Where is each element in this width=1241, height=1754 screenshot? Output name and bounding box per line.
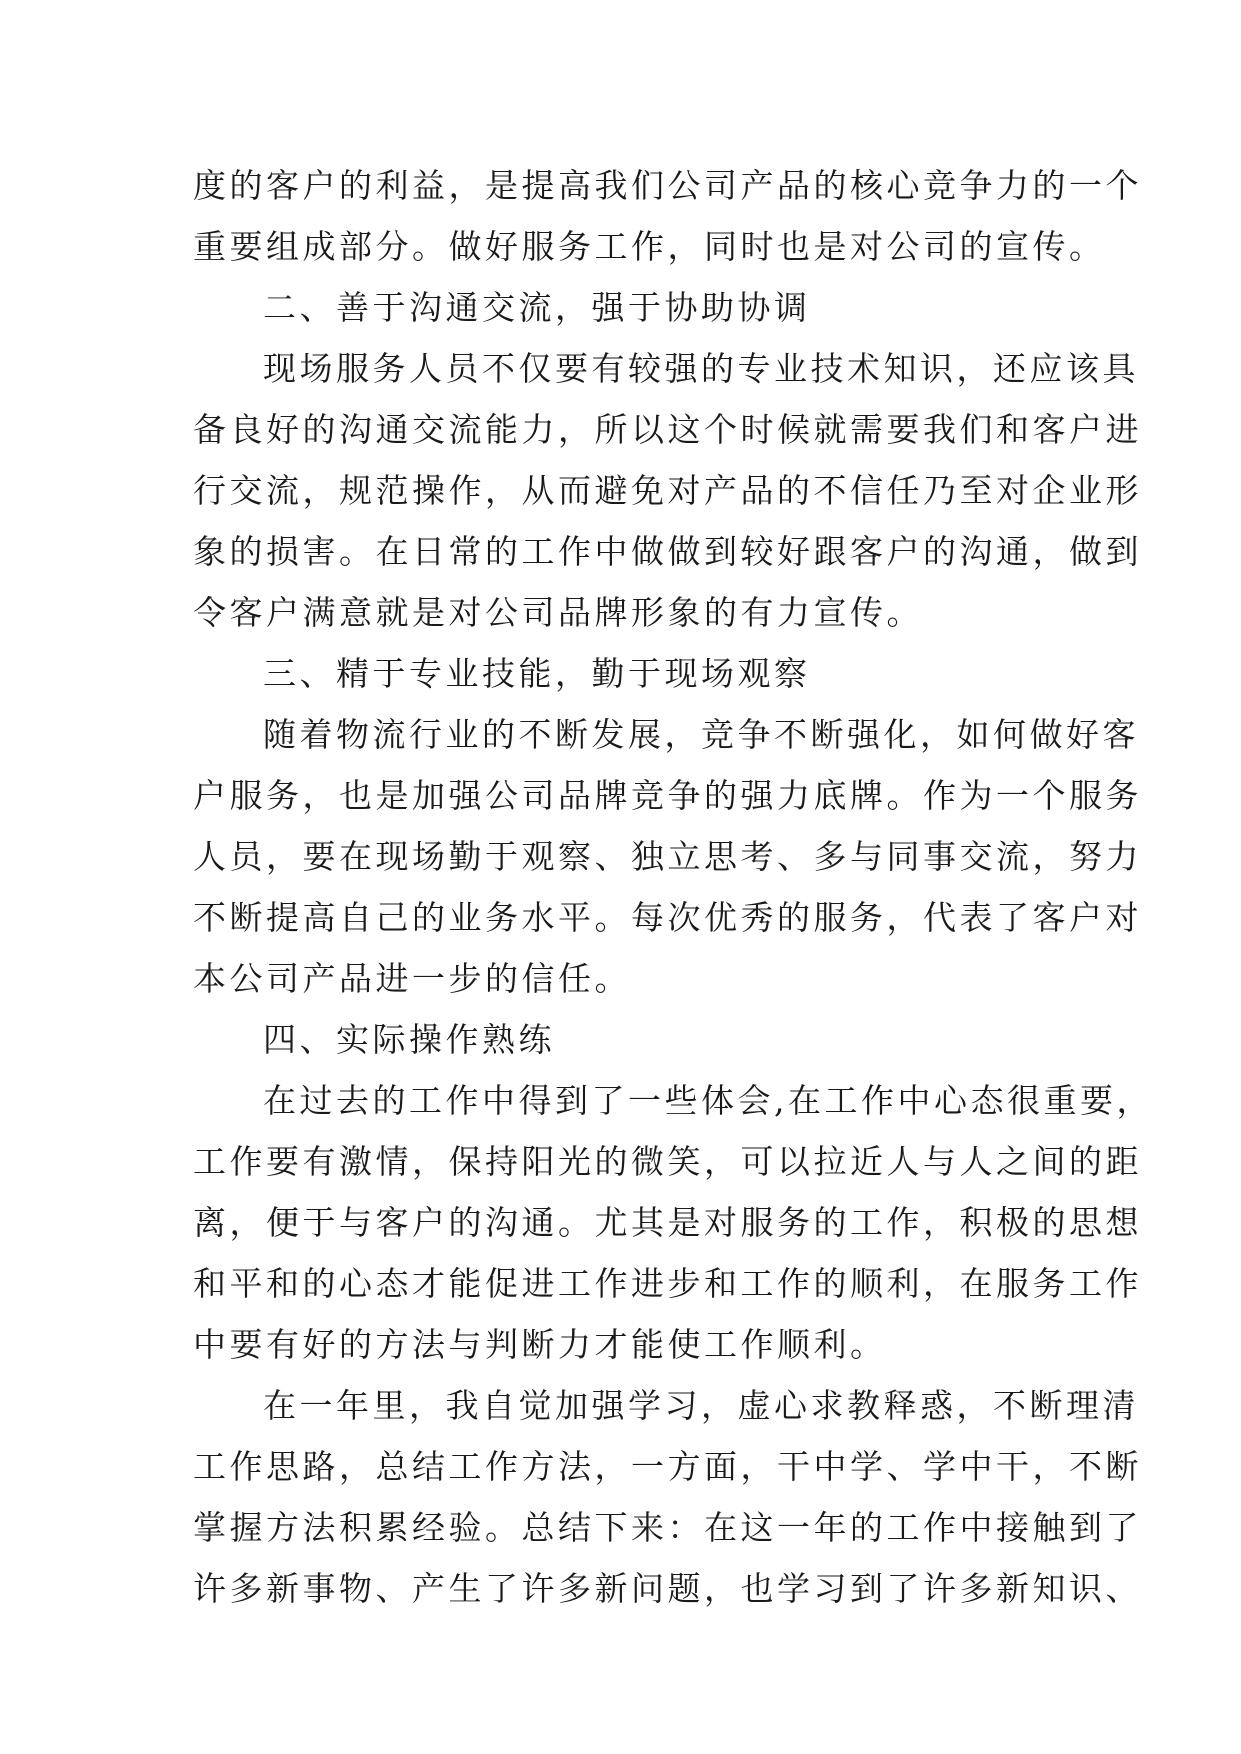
text-line: 中要有好的方法与判断力才能使工作顺利。 xyxy=(193,1325,887,1364)
text-line: 现场服务人员不仅要有较强的专业技术知识，还应该具 xyxy=(263,349,1139,388)
text-line: 在一年里，我自觉加强学习，虚心求教释惑，不断理清 xyxy=(263,1386,1139,1425)
text-line: 行交流，规范操作，从而避免对产品的不信任乃至对企业形 xyxy=(193,471,1142,510)
text-line: 重要组成部分。做好服务工作，同时也是对公司的宣传。 xyxy=(193,227,1106,266)
text-line: 户服务，也是加强公司品牌竞争的强力底牌。作为一个服务 xyxy=(193,776,1142,815)
text-line: 许多新事物、产生了许多新问题，也学习到了许多新知识、 xyxy=(193,1569,1142,1608)
section-heading: 四、实际操作熟练 xyxy=(263,1020,555,1059)
text-line: 象的损害。在日常的工作中做做到较好跟客户的沟通，做到 xyxy=(193,532,1142,571)
text-line: 离，便于与客户的沟通。尤其是对服务的工作，积极的思想 xyxy=(193,1203,1142,1242)
text-line: 度的客户的利益，是提高我们公司产品的核心竞争力的一个 xyxy=(193,166,1142,205)
text-line: 备良好的沟通交流能力，所以这个时候就需要我们和客户进 xyxy=(193,410,1142,449)
text-line: 在过去的工作中得到了一些体会,在工作中心态很重要， xyxy=(263,1081,1153,1120)
text-line: 工作思路，总结工作方法，一方面，干中学、学中干，不断 xyxy=(193,1447,1142,1486)
text-line: 不断提高自己的业务水平。每次优秀的服务，代表了客户对 xyxy=(193,898,1142,937)
text-line: 掌握方法积累经验。总结下来：在这一年的工作中接触到了 xyxy=(193,1508,1142,1547)
text-line: 人员，要在现场勤于观察、独立思考、多与同事交流，努力 xyxy=(193,837,1142,876)
text-line: 令客户满意就是对公司品牌形象的有力宣传。 xyxy=(193,593,923,632)
text-line: 随着物流行业的不断发展，竞争不断强化，如何做好客 xyxy=(263,715,1139,754)
text-line: 工作要有激情，保持阳光的微笑，可以拉近人与人之间的距 xyxy=(193,1142,1142,1181)
section-heading: 三、精于专业技能，勤于现场观察 xyxy=(263,654,811,693)
text-line: 和平和的心态才能促进工作进步和工作的顺利，在服务工作 xyxy=(193,1264,1142,1303)
section-heading: 二、善于沟通交流，强于协助协调 xyxy=(263,288,811,327)
body-text xyxy=(193,155,1153,1619)
text-line: 本公司产品进一步的信任。 xyxy=(193,959,631,998)
